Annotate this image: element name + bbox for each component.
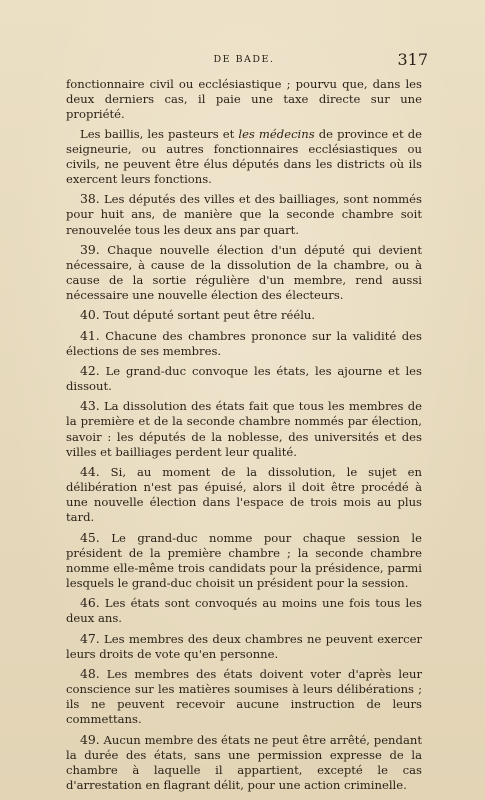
article-number: 48. <box>80 665 100 681</box>
paragraph-text: Si, au moment de la dissolution, le sujet en délibération n'est pas épuisé, alors il doit être procédé à une nouvelle élection dans l'espace de trois mois au plus tard. <box>66 464 422 525</box>
article-number: 40. <box>80 307 100 323</box>
article-number: 43. <box>80 398 100 414</box>
paragraph-text: Les députés des villes et des bailliages, sont nommés pour huit ans, de manière que la seconde chambre soit renouvelée tous les deux ans par quart. <box>66 192 422 237</box>
article-number: 42. <box>80 362 100 378</box>
paragraph-text: Le grand-duc nomme pour chaque session le président de la première chambre ; la seconde chambre nomme elle-même trois candidats pour la présidence, parmi lesquels le grand-duc choisit un président pour la session. <box>66 530 422 591</box>
paragraph-text: Les membres des deux chambres ne peuvent exercer leurs droits de vote qu'en personne. <box>66 631 422 661</box>
article-47 <box>66 631 422 662</box>
article-39 <box>66 242 422 304</box>
article-44 <box>66 464 422 526</box>
body-text <box>66 77 422 797</box>
paragraph-text: Chacune des chambres prononce sur la validité des élections de ses membres. <box>66 328 422 358</box>
paragraph <box>66 77 422 123</box>
article-number: 47. <box>80 630 100 646</box>
paragraph-text: de province et de seigneurie, ou autres fonctionnaires ecclésiastiques ou civils, ne peuvent être élus députés dans les districts où ils exercent leurs fonctions. <box>66 126 422 187</box>
paragraph-text: Le grand-duc convoque les états, les ajourne et les dissout. <box>66 363 422 393</box>
running-head: DE BADE. <box>213 54 275 65</box>
paragraph-text: fonctionnaire civil ou ecclésiastique ; pourvu que, dans les deux derniers cas, il paie une taxe directe sur une propriété. <box>66 77 422 122</box>
paragraph <box>66 127 422 188</box>
article-38 <box>66 191 422 238</box>
page-number: 317 <box>397 50 428 69</box>
article-43 <box>66 398 422 460</box>
paragraph-text: Aucun membre des états ne peut être arrêté, pendant la durée des états, sans une permission expresse de la chambre à laquelle il appartient, excepté le cas d'arrestation en flagrant délit, pour une action criminelle. <box>66 732 422 793</box>
article-number: 39. <box>80 241 100 257</box>
paragraph-text: Les états sont convoqués au moins une fois tous les deux ans. <box>66 596 422 626</box>
article-41 <box>66 328 422 359</box>
article-49 <box>66 732 422 794</box>
paragraph-text: Les membres des états doivent voter d'après leur conscience sur les matières soumises à leurs délibérations ; ils ne peuvent recevoir aucune instruction de leurs commettans. <box>66 666 422 727</box>
paragraph-text: Tout député sortant peut être réélu. <box>99 308 316 323</box>
italic-text: les médecins <box>238 126 315 141</box>
article-46 <box>66 595 422 626</box>
page-header <box>64 50 428 72</box>
article-number: 45. <box>80 529 100 545</box>
article-48 <box>66 666 422 728</box>
article-number: 38. <box>80 191 100 207</box>
article-40 <box>66 307 422 323</box>
article-number: 49. <box>80 731 100 747</box>
article-45 <box>66 530 422 592</box>
paragraph-text: Les baillis, les pasteurs et <box>80 126 239 141</box>
article-number: 46. <box>80 595 100 611</box>
article-number: 44. <box>80 463 100 479</box>
paragraph-text: La dissolution des états fait que tous les membres de la première et de la seconde chambre nommés par élection, savoir : les députés de la noblesse, des universités et des villes et bailliages perdent leur qualité. <box>66 399 422 459</box>
article-42 <box>66 363 422 394</box>
paragraph-text: Chaque nouvelle élection d'un député qui devient nécessaire, à cause de la dissolution de la chambre, ou à cause de la sortie régulière d'un membre, rend aussi nécessaire une nouvelle élection des électeurs. <box>66 242 422 303</box>
article-number: 41. <box>80 327 100 343</box>
